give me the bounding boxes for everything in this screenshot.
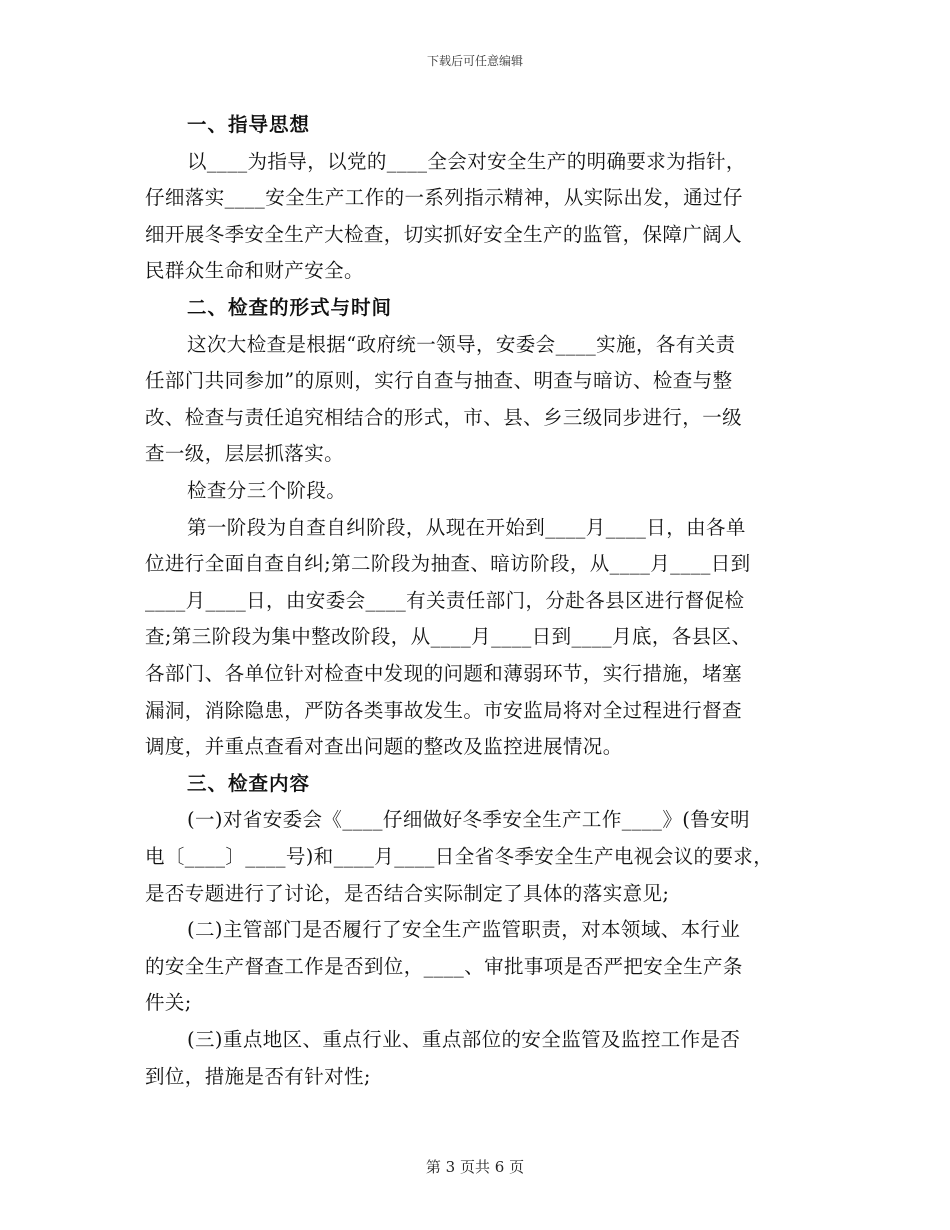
section-heading: 一、指导思想 bbox=[187, 113, 311, 136]
paragraph-line: 以____为指导，以党的____全会对安全生产的明确要求为指针， bbox=[187, 149, 746, 173]
page-header: 下载后可任意编辑 bbox=[426, 54, 523, 68]
section-heading: 三、检查内容 bbox=[187, 771, 311, 795]
paragraph-line: 到位，措施是否有针对性; bbox=[145, 1064, 371, 1088]
paragraph-line: 查;第三阶段为集中整改阶段，从____月____日到____月底，各县区、 bbox=[145, 625, 752, 649]
paragraph-line: 是否专题进行了讨论，是否结合实际制定了具体的落实意见; bbox=[145, 881, 670, 905]
paragraph-line: 各部门、各单位针对检查中发现的问题和薄弱环节，实行措施，堵塞 bbox=[145, 662, 743, 685]
paragraph-line: (二)主管部门是否履行了安全生产监管职责，对本领域、本行业 bbox=[187, 918, 741, 942]
paragraph-line: 查一级，层层抓落实。 bbox=[145, 442, 345, 466]
paragraph-line: 任部门共同参加”的原则，实行自查与抽查、明查与暗访、检查与整 bbox=[145, 369, 733, 393]
paragraph-line: 细开展冬季安全生产大检查，切实抓好安全生产的监管，保障广阔人 bbox=[145, 222, 743, 246]
paragraph-line: 仔细落实____安全生产工作的一系列指示精神，从实际出发，通过仔 bbox=[145, 186, 743, 210]
paragraph-line: 第一阶段为自查自纠阶段，从现在开始到____月____日，由各单 bbox=[187, 515, 746, 539]
paragraph-line: ____月____日，由安委会____有关责任部门，分赴各县区进行督促检 bbox=[145, 588, 745, 612]
paragraph-line: 的安全生产督查工作是否到位，____、审批事项是否严把安全生产条 bbox=[145, 954, 743, 978]
section-heading: 二、检查的形式与时间 bbox=[187, 296, 393, 319]
paragraph-line: 漏洞，消除隐患，严防各类事故发生。市安监局将对全过程进行督查 bbox=[145, 698, 743, 722]
paragraph-line: 电〔____〕____号)和____月____日全省冬季安全生产电视会议的要求， bbox=[145, 845, 774, 868]
paragraph-line: 改、检查与责任追究相结合的形式，市、县、乡三级同步进行，一级 bbox=[145, 405, 743, 429]
paragraph-line: 这次大检查是根据“政府统一领导，安委会____实施，各有关责 bbox=[187, 332, 736, 356]
paragraph-line: 检查分三个阶段。 bbox=[187, 479, 347, 502]
paragraph-line: 位进行全面自查自纠;第二阶段为抽查、暗访阶段，从____月____日到 bbox=[145, 552, 751, 576]
paragraph-line: 调度，并重点查看对查出问题的整改及监控进展情况。 bbox=[145, 735, 623, 759]
paragraph-line: 件关; bbox=[145, 991, 192, 1015]
paragraph-line: 民群众生命和财产安全。 bbox=[145, 259, 364, 283]
page-footer: 第 3 页共 6 页 bbox=[425, 1158, 525, 1176]
paragraph-line: (一)对省安委会《____仔细做好冬季安全生产工作____》(鲁安明 bbox=[187, 808, 750, 832]
paragraph-line: (三)重点地区、重点行业、重点部位的安全监管及监控工作是否 bbox=[187, 1028, 741, 1051]
